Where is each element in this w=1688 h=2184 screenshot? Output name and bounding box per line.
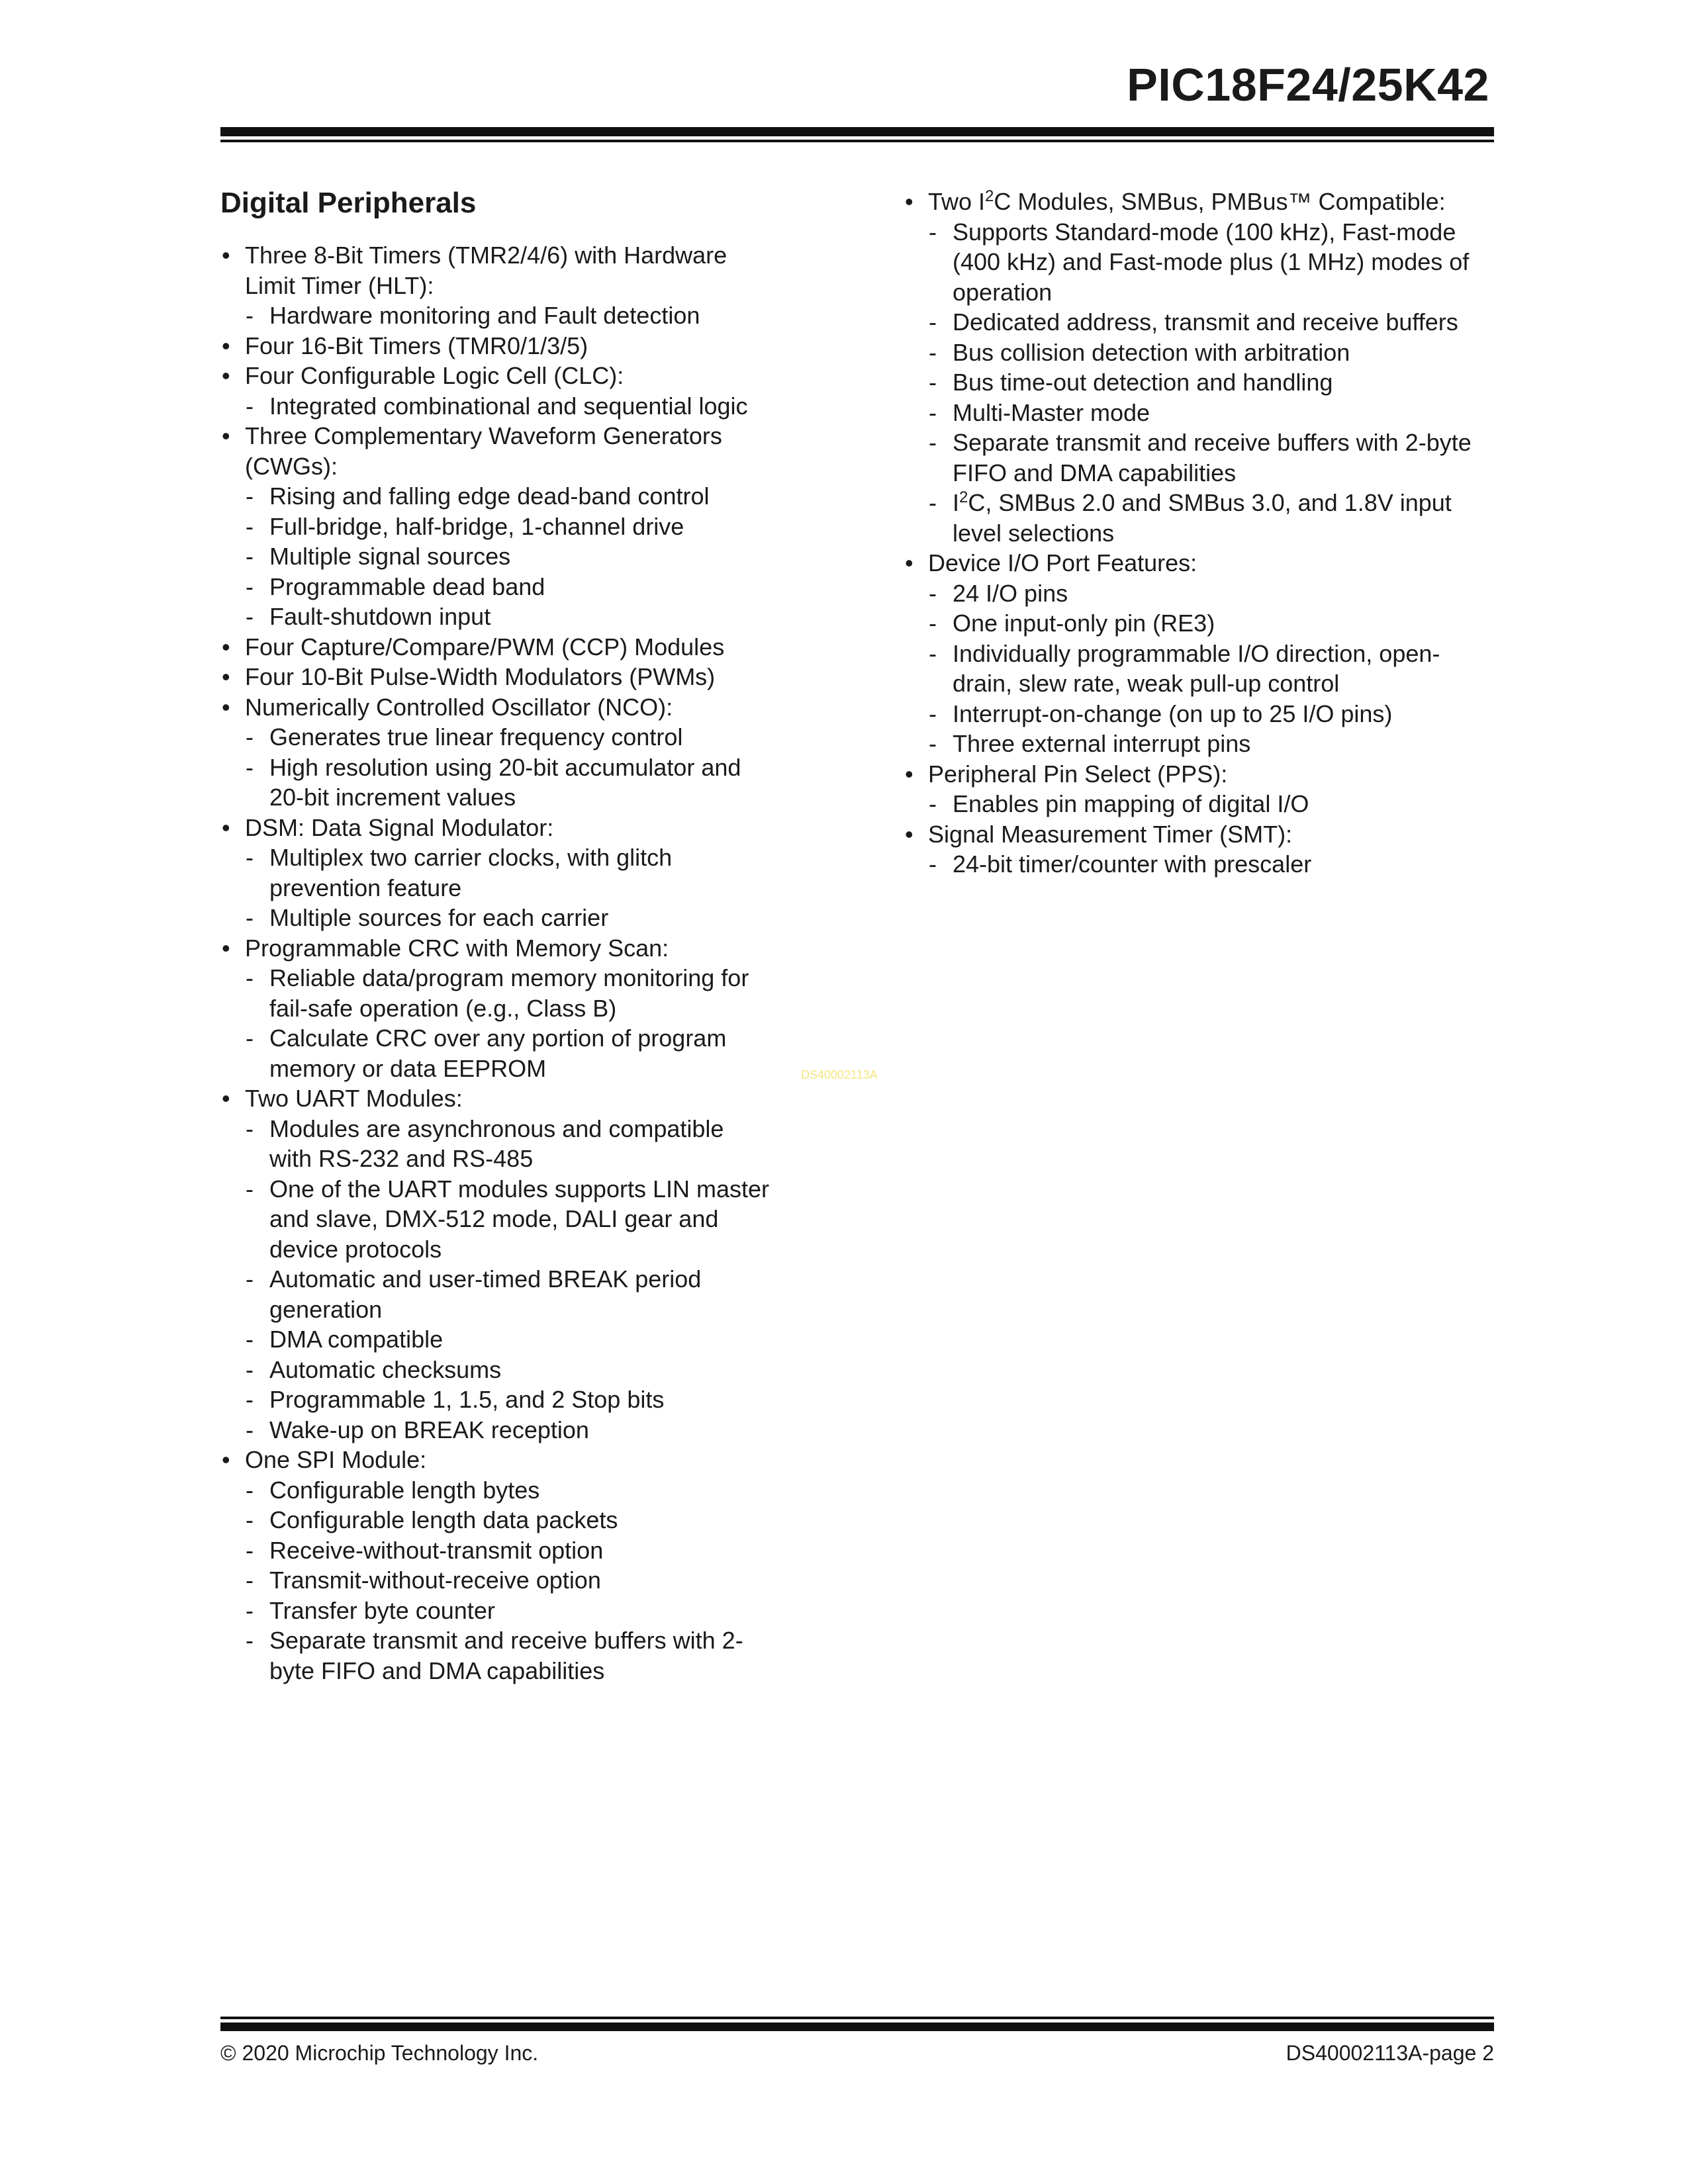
feature-subitem — [220, 1625, 770, 1686]
left-column — [220, 240, 770, 1686]
item-text: Programmable dead band — [269, 572, 545, 600]
right-column — [904, 187, 1486, 880]
footer-rule-thick — [220, 2023, 1494, 2031]
feature-subitem — [220, 903, 770, 933]
feature-subitem — [904, 338, 1486, 368]
feature-item — [220, 1083, 770, 1114]
feature-subitem — [220, 1565, 770, 1596]
item-text: One of the UART modules supports LIN master and slave, DMX-512 mode, DALI gear and device protocols — [269, 1175, 770, 1263]
item-text: Device I/O Port Features: — [928, 549, 1197, 576]
item-text: High resolution using 20-bit accumulator and 20-bit increment values — [269, 753, 741, 811]
item-text: Four Configurable Logic Cell (CLC): — [245, 362, 624, 389]
footer-page-number: DS40002113A-page 2 — [1286, 2041, 1494, 2065]
item-text: 24-bit timer/counter with prescaler — [953, 850, 1312, 878]
item-text: Wake-up on BREAK reception — [269, 1416, 589, 1443]
feature-subitem — [220, 1385, 770, 1415]
item-text: Reliable data/program memory monitoring for fail-safe operation (e.g., Class B) — [269, 964, 749, 1022]
feature-subitem — [904, 578, 1486, 609]
feature-subitem — [220, 1324, 770, 1355]
header-rule-thin — [220, 140, 1494, 142]
superscript: 2 — [985, 187, 994, 205]
feature-item — [904, 548, 1486, 578]
item-text: Three external interrupt pins — [953, 730, 1251, 757]
feature-item — [220, 933, 770, 964]
item-text: Four Capture/Compare/PWM (CCP) Modules — [245, 633, 725, 660]
feature-subitem — [904, 428, 1486, 488]
section-heading: Digital Peripherals — [220, 187, 477, 219]
feature-item — [220, 692, 770, 723]
feature-subitem — [220, 300, 770, 331]
item-text: C Modules, SMBus, PMBus™ Compatible: — [994, 188, 1446, 215]
item-text: Multiple signal sources — [269, 543, 511, 570]
item-text: Separate transmit and receive buffers with 2-byte FIFO and DMA capabilities — [269, 1627, 743, 1684]
feature-subitem — [220, 963, 770, 1023]
feature-subitem — [220, 391, 770, 422]
item-text: Bus time-out detection and handling — [953, 369, 1333, 396]
feature-subitem — [220, 722, 770, 752]
item-text: Transfer byte counter — [269, 1596, 495, 1624]
item-text: Rising and falling edge dead-band control — [269, 482, 710, 510]
feature-subitem — [220, 1415, 770, 1445]
item-text: C, SMBus 2.0 and SMBus 3.0, and 1.8V input level selections — [953, 489, 1452, 547]
item-text: Programmable CRC with Memory Scan: — [245, 934, 669, 962]
item-text: Generates true linear frequency control — [269, 723, 683, 751]
feature-item — [220, 662, 770, 692]
feature-subitem — [220, 572, 770, 602]
footer-rule-thin — [220, 2017, 1494, 2019]
item-text: Interrupt-on-change (on up to 25 I/O pins) — [953, 700, 1393, 727]
feature-subitem — [220, 752, 770, 813]
item-text: Calculate CRC over any portion of program memory or data EEPROM — [269, 1024, 727, 1082]
feature-item — [220, 1445, 770, 1475]
feature-subitem — [904, 729, 1486, 759]
item-text: Three Complementary Waveform Generators (CWGs): — [245, 422, 722, 480]
item-text: Four 16-Bit Timers (TMR0/1/3/5) — [245, 332, 588, 359]
footer-copyright: © 2020 Microchip Technology Inc. — [220, 2041, 539, 2065]
item-text: DMA compatible — [269, 1326, 444, 1353]
feature-subitem — [220, 1355, 770, 1385]
item-text: One SPI Module: — [245, 1446, 427, 1473]
item-text: Signal Measurement Timer (SMT): — [928, 820, 1293, 848]
feature-item — [220, 813, 770, 843]
feature-subitem — [904, 608, 1486, 639]
feature-subitem — [220, 842, 770, 903]
item-text: One input-only pin (RE3) — [953, 610, 1215, 637]
feature-subitem — [220, 1264, 770, 1324]
item-text: Integrated combinational and sequential logic — [269, 392, 748, 420]
feature-subitem — [904, 849, 1486, 880]
feature-subitem — [220, 1023, 770, 1083]
feature-subitem — [220, 512, 770, 542]
feature-item — [904, 187, 1486, 217]
feature-item — [220, 421, 770, 481]
feature-item — [904, 819, 1486, 850]
item-text: Multiplex two carrier clocks, with glitch prevention feature — [269, 844, 673, 901]
feature-item — [220, 240, 770, 300]
item-text: DSM: Data Signal Modulator: — [245, 813, 554, 841]
feature-subitem — [904, 217, 1486, 308]
item-text: Fault-shutdown input — [269, 603, 491, 630]
feature-subitem — [904, 307, 1486, 338]
item-text-prefix: Two I — [928, 188, 986, 215]
item-text: Enables pin mapping of digital I/O — [953, 790, 1309, 817]
item-text: Three 8-Bit Timers (TMR2/4/6) with Hardware Limit Timer (HLT): — [245, 242, 727, 299]
item-text: Programmable 1, 1.5, and 2 Stop bits — [269, 1386, 665, 1413]
feature-item — [220, 632, 770, 662]
item-text: Hardware monitoring and Fault detection — [269, 302, 700, 329]
feature-subitem — [220, 541, 770, 572]
feature-subitem — [904, 367, 1486, 398]
item-text: Transmit-without-receive option — [269, 1567, 601, 1594]
item-text: Automatic checksums — [269, 1355, 502, 1383]
feature-subitem — [904, 789, 1486, 819]
feature-subitem — [220, 1505, 770, 1535]
feature-item — [220, 361, 770, 391]
item-text: Automatic and user-timed BREAK period generation — [269, 1265, 702, 1323]
feature-subitem — [220, 1535, 770, 1566]
item-text: Separate transmit and receive buffers with 2-byte FIFO and DMA capabilities — [953, 429, 1472, 486]
item-text: Numerically Controlled Oscillator (NCO): — [245, 693, 673, 721]
item-text: Receive-without-transmit option — [269, 1536, 604, 1564]
item-text: Peripheral Pin Select (PPS): — [928, 760, 1228, 788]
item-text: 24 I/O pins — [953, 579, 1068, 607]
item-text: Configurable length bytes — [269, 1476, 540, 1504]
header-rule-thick — [220, 127, 1494, 136]
item-text: Supports Standard-mode (100 kHz), Fast-mode (400 kHz) and Fast-mode plus (1 MHz) modes of operation — [953, 218, 1470, 306]
watermark-logo: DS40002113A — [801, 1068, 878, 1081]
feature-item — [904, 759, 1486, 790]
item-text: Multiple sources for each carrier — [269, 904, 609, 931]
feature-item — [220, 331, 770, 361]
feature-subitem — [904, 699, 1486, 729]
item-text-prefix: I — [953, 489, 960, 516]
item-text: Two UART Modules: — [245, 1085, 463, 1112]
item-text: Dedicated address, transmit and receive buffers — [953, 308, 1458, 336]
feature-subitem — [220, 1596, 770, 1626]
feature-subitem — [220, 481, 770, 512]
feature-subitem — [220, 1114, 770, 1174]
feature-subitem — [220, 1174, 770, 1265]
item-text: Modules are asynchronous and compatible with RS-232 and RS-485 — [269, 1115, 724, 1172]
item-text: Bus collision detection with arbitration — [953, 338, 1350, 366]
feature-subitem — [904, 488, 1486, 548]
item-text: Four 10-Bit Pulse-Width Modulators (PWMs) — [245, 663, 716, 690]
feature-subitem — [904, 398, 1486, 428]
left-feature-list — [220, 240, 770, 1686]
item-text: Configurable length data packets — [269, 1506, 618, 1533]
superscript: 2 — [959, 488, 968, 506]
feature-subitem — [220, 1475, 770, 1506]
feature-subitem — [904, 639, 1486, 699]
item-text: Multi-Master mode — [953, 398, 1150, 426]
document-title: PIC18F24/25K42 — [1127, 59, 1489, 111]
item-text: Individually programmable I/O direction, open-drain, slew rate, weak pull-up control — [953, 639, 1440, 697]
feature-subitem — [220, 602, 770, 632]
right-feature-list — [904, 187, 1486, 880]
item-text: Full-bridge, half-bridge, 1-channel drive — [269, 512, 684, 540]
